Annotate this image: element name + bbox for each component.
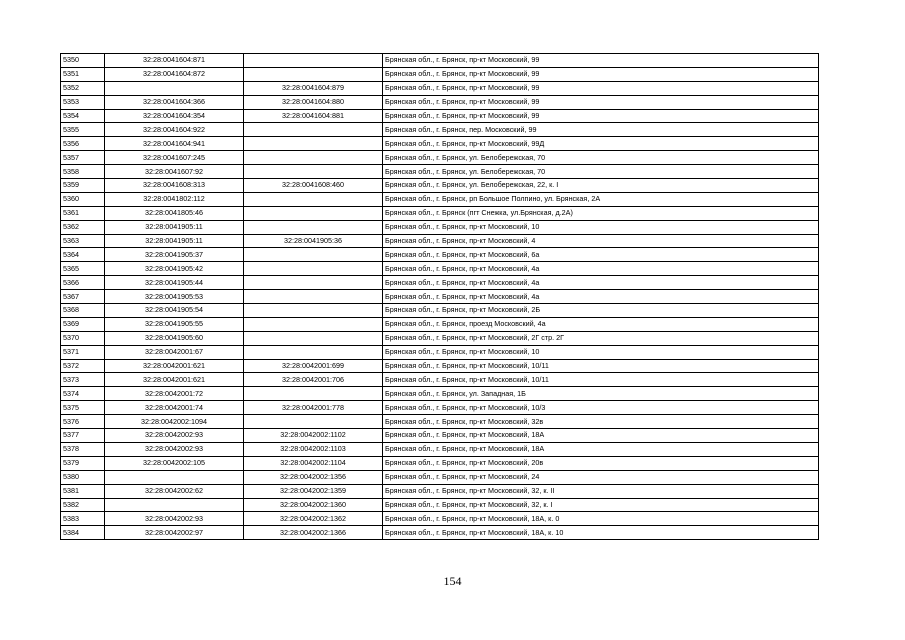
row-number-cell: 5352 [61, 81, 105, 95]
row-number-cell: 5350 [61, 54, 105, 68]
land-cadastral-number-cell: 32:28:0041604:872 [105, 67, 244, 81]
row-number-cell: 5362 [61, 220, 105, 234]
land-cadastral-number-cell: 32:28:0042002:97 [105, 526, 244, 540]
land-cadastral-number-cell: 32:28:0042002:93 [105, 429, 244, 443]
table-row [61, 317, 819, 331]
land-cadastral-number-cell: 32:28:0041607:92 [105, 165, 244, 179]
table-row [61, 151, 819, 165]
address-cell: Брянская обл., г. Брянск, пр-кт Московский, 10/11 [383, 373, 819, 387]
row-number-cell: 5359 [61, 179, 105, 193]
building-cadastral-number-cell [244, 192, 383, 206]
land-cadastral-number-cell: 32:28:0041604:922 [105, 123, 244, 137]
address-cell: Брянская обл., г. Брянск, пр-кт Московский, 99 [383, 54, 819, 68]
table-row [61, 429, 819, 443]
land-cadastral-number-cell: 32:28:0042001:72 [105, 387, 244, 401]
row-number-cell: 5361 [61, 206, 105, 220]
building-cadastral-number-cell [244, 206, 383, 220]
land-cadastral-number-cell: 32:28:0041604:354 [105, 109, 244, 123]
table-row [61, 359, 819, 373]
table-row [61, 345, 819, 359]
address-cell: Брянская обл., г. Брянск, пр-кт Московский, 2Г стр. 2Г [383, 331, 819, 345]
table-row [61, 192, 819, 206]
address-cell: Брянская обл., г. Брянск, пер. Московский, 99 [383, 123, 819, 137]
land-cadastral-number-cell: 32:28:0041607:245 [105, 151, 244, 165]
address-cell: Брянская обл., г. Брянск, пр-кт Московский, 10 [383, 345, 819, 359]
row-number-cell: 5366 [61, 276, 105, 290]
address-cell: Брянская обл., г. Брянск, ул. Западная, 1Б [383, 387, 819, 401]
table-row [61, 234, 819, 248]
address-cell: Брянская обл., г. Брянск, рп Большое Полпино, ул. Брянская, 2А [383, 192, 819, 206]
land-cadastral-number-cell: 32:28:0041608:313 [105, 179, 244, 193]
row-number-cell: 5382 [61, 498, 105, 512]
table-row [61, 304, 819, 318]
building-cadastral-number-cell: 32:28:0041604:880 [244, 95, 383, 109]
building-cadastral-number-cell [244, 220, 383, 234]
land-cadastral-number-cell: 32:28:0042001:621 [105, 373, 244, 387]
building-cadastral-number-cell: 32:28:0042001:778 [244, 401, 383, 415]
address-cell: Брянская обл., г. Брянск, пр-кт Московский, 99Д [383, 137, 819, 151]
land-cadastral-number-cell: 32:28:0041905:55 [105, 317, 244, 331]
building-cadastral-number-cell [244, 331, 383, 345]
building-cadastral-number-cell: 32:28:0042002:1356 [244, 470, 383, 484]
table-row [61, 387, 819, 401]
building-cadastral-number-cell [244, 317, 383, 331]
building-cadastral-number-cell: 32:28:0042002:1359 [244, 484, 383, 498]
row-number-cell: 5360 [61, 192, 105, 206]
row-number-cell: 5354 [61, 109, 105, 123]
address-cell: Брянская обл., г. Брянск, пр-кт Московский, 6а [383, 248, 819, 262]
row-number-cell: 5384 [61, 526, 105, 540]
land-cadastral-number-cell: 32:28:0041802:112 [105, 192, 244, 206]
address-cell: Брянская обл., г. Брянск, пр-кт Московский, 99 [383, 67, 819, 81]
land-cadastral-number-cell: 32:28:0042001:67 [105, 345, 244, 359]
row-number-cell: 5374 [61, 387, 105, 401]
registry-table [60, 53, 819, 540]
address-cell: Брянская обл., г. Брянск, ул. Белобережская, 22, к. I [383, 179, 819, 193]
table-row [61, 206, 819, 220]
land-cadastral-number-cell [105, 498, 244, 512]
row-number-cell: 5379 [61, 456, 105, 470]
land-cadastral-number-cell: 32:28:0041905:60 [105, 331, 244, 345]
address-cell: Брянская обл., г. Брянск, пр-кт Московский, 99 [383, 109, 819, 123]
address-cell: Брянская обл., г. Брянск, ул. Белобережская, 70 [383, 151, 819, 165]
building-cadastral-number-cell [244, 345, 383, 359]
building-cadastral-number-cell [244, 248, 383, 262]
address-cell: Брянская обл., г. Брянск, пр-кт Московский, 18А [383, 429, 819, 443]
row-number-cell: 5355 [61, 123, 105, 137]
row-number-cell: 5364 [61, 248, 105, 262]
building-cadastral-number-cell [244, 387, 383, 401]
table-row [61, 179, 819, 193]
table-row [61, 109, 819, 123]
row-number-cell: 5377 [61, 429, 105, 443]
address-cell: Брянская обл., г. Брянск, пр-кт Московский, 32, к. II [383, 484, 819, 498]
land-cadastral-number-cell [105, 470, 244, 484]
table-row [61, 290, 819, 304]
building-cadastral-number-cell: 32:28:0042002:1103 [244, 442, 383, 456]
table-row [61, 498, 819, 512]
building-cadastral-number-cell: 32:28:0042001:699 [244, 359, 383, 373]
land-cadastral-number-cell: 32:28:0041905:54 [105, 304, 244, 318]
building-cadastral-number-cell [244, 290, 383, 304]
table-row [61, 137, 819, 151]
address-cell: Брянская обл., г. Брянск, пр-кт Московский, 4а [383, 276, 819, 290]
row-number-cell: 5356 [61, 137, 105, 151]
address-cell: Брянская обл., г. Брянск, пр-кт Московский, 99 [383, 81, 819, 95]
row-number-cell: 5372 [61, 359, 105, 373]
building-cadastral-number-cell [244, 165, 383, 179]
address-cell: Брянская обл., г. Брянск, пр-кт Московский, 18А [383, 442, 819, 456]
building-cadastral-number-cell [244, 54, 383, 68]
building-cadastral-number-cell [244, 151, 383, 165]
land-cadastral-number-cell: 32:28:0041604:941 [105, 137, 244, 151]
row-number-cell: 5373 [61, 373, 105, 387]
building-cadastral-number-cell [244, 276, 383, 290]
land-cadastral-number-cell: 32:28:0041905:37 [105, 248, 244, 262]
row-number-cell: 5370 [61, 331, 105, 345]
address-cell: Брянская обл., г. Брянск (пгт Снежка, ул.Брянская, д.2А) [383, 206, 819, 220]
address-cell: Брянская обл., г. Брянск, пр-кт Московский, 32, к. I [383, 498, 819, 512]
page-number: 154 [443, 574, 462, 588]
table-row [61, 54, 819, 68]
land-cadastral-number-cell: 32:28:0042002:93 [105, 442, 244, 456]
address-cell: Брянская обл., г. Брянск, пр-кт Московский, 99 [383, 95, 819, 109]
row-number-cell: 5363 [61, 234, 105, 248]
address-cell: Брянская обл., г. Брянск, пр-кт Московский, 4а [383, 290, 819, 304]
table-row [61, 470, 819, 484]
table-row [61, 95, 819, 109]
building-cadastral-number-cell: 32:28:0042001:706 [244, 373, 383, 387]
land-cadastral-number-cell: 32:28:0041905:11 [105, 234, 244, 248]
address-cell: Брянская обл., г. Брянск, пр-кт Московский, 2Б [383, 304, 819, 318]
row-number-cell: 5380 [61, 470, 105, 484]
land-cadastral-number-cell: 32:28:0042002:62 [105, 484, 244, 498]
row-number-cell: 5383 [61, 512, 105, 526]
building-cadastral-number-cell: 32:28:0041604:879 [244, 81, 383, 95]
land-cadastral-number-cell: 32:28:0042001:621 [105, 359, 244, 373]
building-cadastral-number-cell [244, 304, 383, 318]
row-number-cell: 5367 [61, 290, 105, 304]
row-number-cell: 5371 [61, 345, 105, 359]
table-row [61, 512, 819, 526]
table-row [61, 67, 819, 81]
address-cell: Брянская обл., г. Брянск, пр-кт Московский, 4 [383, 234, 819, 248]
table-row [61, 484, 819, 498]
table-row [61, 248, 819, 262]
building-cadastral-number-cell: 32:28:0042002:1360 [244, 498, 383, 512]
land-cadastral-number-cell: 32:28:0041905:11 [105, 220, 244, 234]
registry-table-body [61, 54, 819, 540]
address-cell: Брянская обл., г. Брянск, пр-кт Московский, 4а [383, 262, 819, 276]
table-row [61, 373, 819, 387]
address-cell: Брянская обл., г. Брянск, ул. Белобережская, 70 [383, 165, 819, 179]
row-number-cell: 5378 [61, 442, 105, 456]
land-cadastral-number-cell: 32:28:0042002:105 [105, 456, 244, 470]
building-cadastral-number-cell [244, 137, 383, 151]
address-cell: Брянская обл., г. Брянск, проезд Московский, 4а [383, 317, 819, 331]
row-number-cell: 5381 [61, 484, 105, 498]
land-cadastral-number-cell: 32:28:0041604:366 [105, 95, 244, 109]
row-number-cell: 5351 [61, 67, 105, 81]
land-cadastral-number-cell: 32:28:0042002:1094 [105, 415, 244, 429]
land-cadastral-number-cell: 32:28:0041604:871 [105, 54, 244, 68]
table-row [61, 456, 819, 470]
address-cell: Брянская обл., г. Брянск, пр-кт Московский, 18А, к. 10 [383, 526, 819, 540]
table-row [61, 262, 819, 276]
row-number-cell: 5376 [61, 415, 105, 429]
building-cadastral-number-cell: 32:28:0041604:881 [244, 109, 383, 123]
table-row [61, 276, 819, 290]
table-row [61, 401, 819, 415]
land-cadastral-number-cell: 32:28:0042001:74 [105, 401, 244, 415]
building-cadastral-number-cell: 32:28:0042002:1102 [244, 429, 383, 443]
table-row [61, 81, 819, 95]
address-cell: Брянская обл., г. Брянск, пр-кт Московский, 10/3 [383, 401, 819, 415]
table-row [61, 123, 819, 137]
building-cadastral-number-cell: 32:28:0041608:460 [244, 179, 383, 193]
building-cadastral-number-cell: 32:28:0041905:36 [244, 234, 383, 248]
address-cell: Брянская обл., г. Брянск, пр-кт Московский, 24 [383, 470, 819, 484]
building-cadastral-number-cell: 32:28:0042002:1366 [244, 526, 383, 540]
land-cadastral-number-cell: 32:28:0042002:93 [105, 512, 244, 526]
row-number-cell: 5375 [61, 401, 105, 415]
building-cadastral-number-cell [244, 262, 383, 276]
row-number-cell: 5353 [61, 95, 105, 109]
address-cell: Брянская обл., г. Брянск, пр-кт Московский, 18А, к. 0 [383, 512, 819, 526]
land-cadastral-number-cell: 32:28:0041905:53 [105, 290, 244, 304]
row-number-cell: 5369 [61, 317, 105, 331]
table-row [61, 442, 819, 456]
table-row [61, 165, 819, 179]
building-cadastral-number-cell [244, 123, 383, 137]
row-number-cell: 5365 [61, 262, 105, 276]
table-row [61, 331, 819, 345]
row-number-cell: 5368 [61, 304, 105, 318]
building-cadastral-number-cell: 32:28:0042002:1104 [244, 456, 383, 470]
land-cadastral-number-cell: 32:28:0041805:46 [105, 206, 244, 220]
row-number-cell: 5358 [61, 165, 105, 179]
address-cell: Брянская обл., г. Брянск, пр-кт Московский, 32в [383, 415, 819, 429]
land-cadastral-number-cell: 32:28:0041905:44 [105, 276, 244, 290]
address-cell: Брянская обл., г. Брянск, пр-кт Московский, 10 [383, 220, 819, 234]
address-cell: Брянская обл., г. Брянск, пр-кт Московский, 10/11 [383, 359, 819, 373]
table-row [61, 415, 819, 429]
building-cadastral-number-cell [244, 67, 383, 81]
table-row [61, 526, 819, 540]
table-row [61, 220, 819, 234]
land-cadastral-number-cell: 32:28:0041905:42 [105, 262, 244, 276]
building-cadastral-number-cell: 32:28:0042002:1362 [244, 512, 383, 526]
land-cadastral-number-cell [105, 81, 244, 95]
address-cell: Брянская обл., г. Брянск, пр-кт Московский, 20в [383, 456, 819, 470]
building-cadastral-number-cell [244, 415, 383, 429]
row-number-cell: 5357 [61, 151, 105, 165]
